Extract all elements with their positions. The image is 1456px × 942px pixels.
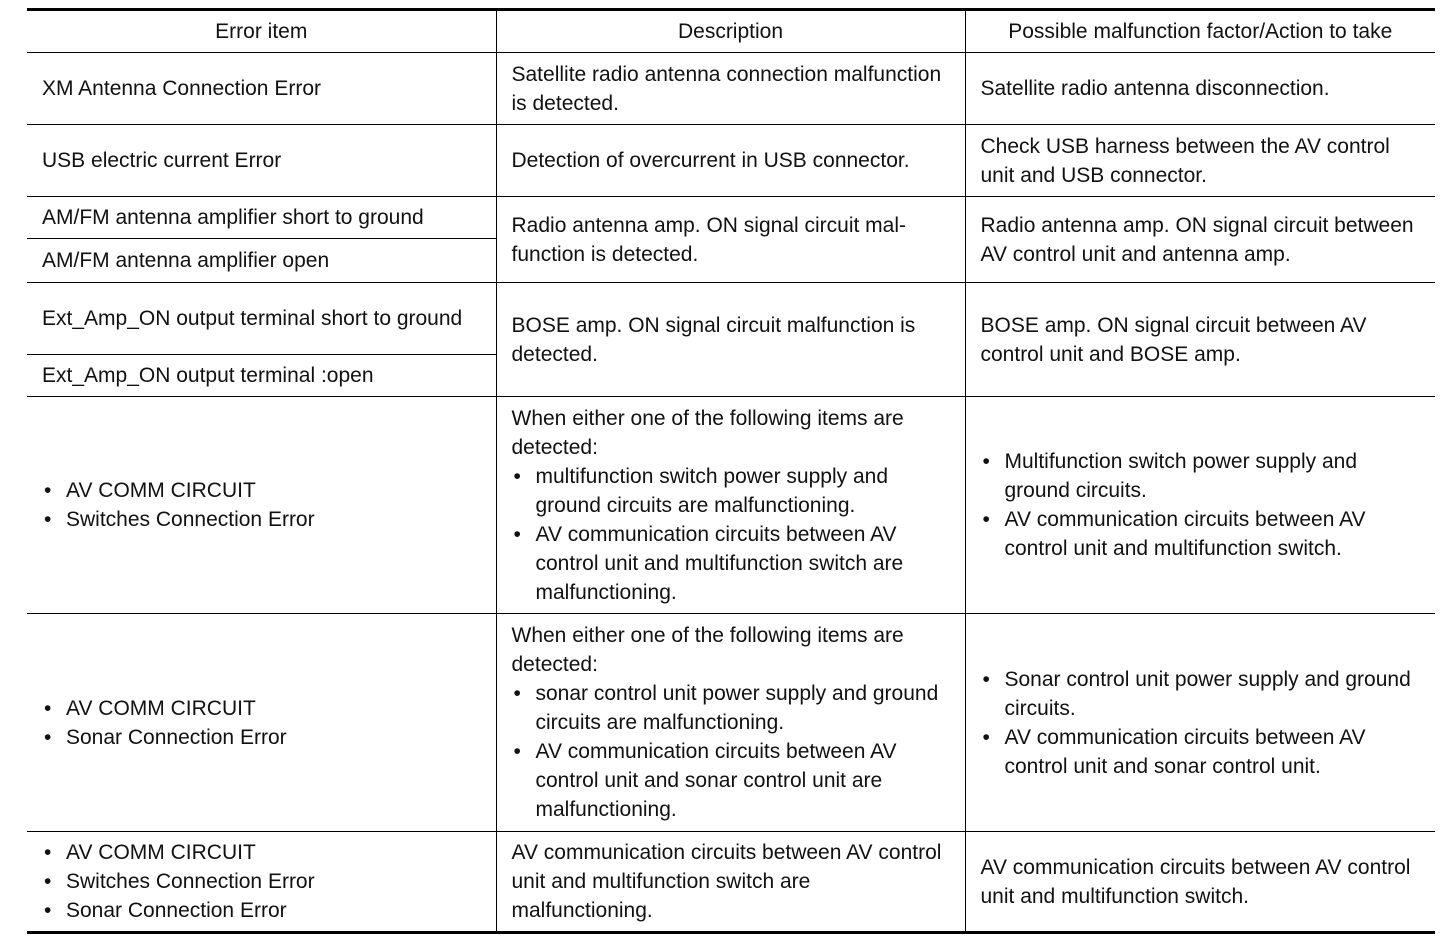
table-row xyxy=(27,53,1435,125)
error-item-cell: AM/FM antenna amplifier open xyxy=(27,239,496,283)
error-table xyxy=(27,8,1435,934)
description-cell: BOSE amp. ON signal circuit malfunction is detected. xyxy=(496,283,965,397)
table-row xyxy=(27,832,1435,933)
table-row xyxy=(27,125,1435,197)
action-cell: BOSE amp. ON signal circuit between AV control unit and BOSE amp. xyxy=(965,283,1435,397)
list-item: • Multifunction switch power supply and ground circuits. xyxy=(981,447,1428,505)
action-cell: AV communication circuits between AV control unit and multifunction switch. xyxy=(965,832,1435,933)
description-cell: AV communication circuits between AV control unit and multifunction switch are malfunctioning. xyxy=(496,832,965,933)
error-item-cell: XM Antenna Connection Error xyxy=(27,53,496,125)
header-error-item: Error item xyxy=(27,10,496,53)
list-item: • AV COMM CIRCUIT xyxy=(42,476,488,505)
description-cell: Radio antenna amp. ON signal circuit malfunction is detected. xyxy=(496,197,965,283)
description-cell: Detection of overcurrent in USB connector. xyxy=(496,125,965,197)
list-item: • AV communication circuits between AV control unit and multifunction switch are malfunctioning. xyxy=(512,520,957,607)
table-row xyxy=(27,614,1435,832)
action-cell: Satellite radio antenna disconnection. xyxy=(965,53,1435,125)
table-row xyxy=(27,397,1435,614)
list-item: • Sonar Connection Error xyxy=(42,896,488,925)
list-item: • AV COMM CIRCUIT xyxy=(42,694,488,723)
list-item: • multifunction switch power supply and ground circuits are malfunctioning. xyxy=(512,462,957,520)
error-item-list xyxy=(42,838,488,925)
header-action: Possible malfunction factor/Action to take xyxy=(965,10,1435,53)
description-cell xyxy=(496,397,965,614)
header-row xyxy=(27,10,1435,53)
list-item: • Switches Connection Error xyxy=(42,505,488,534)
description-intro: When either one of the following items are detected: xyxy=(511,624,904,676)
action-list xyxy=(981,447,1428,563)
description-list xyxy=(512,462,957,607)
error-item-cell xyxy=(27,397,496,614)
description-intro: When either one of the following items are detected: xyxy=(511,406,904,459)
header-description: Description xyxy=(496,10,965,53)
list-item: • AV communication circuits between AV control unit and multifunction switch. xyxy=(981,505,1428,563)
action-list xyxy=(981,665,1428,781)
list-item: • sonar control unit power supply and ground circuits are malfunctioning. xyxy=(512,679,957,737)
action-cell: Check USB harness between the AV control unit and USB connector. xyxy=(965,125,1435,197)
table-row xyxy=(27,197,1435,239)
list-item: • Sonar Connection Error xyxy=(42,723,488,752)
list-item: • Sonar control unit power supply and ground circuits. xyxy=(981,665,1428,723)
table-row xyxy=(27,283,1435,355)
error-item-cell xyxy=(27,832,496,933)
error-item-cell: Ext_Amp_ON output terminal :open xyxy=(27,355,496,397)
list-item: • AV communication circuits between AV control unit and sonar control unit. xyxy=(981,723,1428,781)
description-cell xyxy=(496,614,965,832)
action-cell xyxy=(965,397,1435,614)
action-cell xyxy=(965,614,1435,832)
action-cell: Radio antenna amp. ON signal circuit between AV control unit and antenna amp. xyxy=(965,197,1435,283)
error-item-cell xyxy=(27,614,496,832)
error-item-cell: AM/FM antenna amplifier short to ground xyxy=(27,197,496,239)
error-item-list xyxy=(42,476,488,534)
list-item: • AV communication circuits between AV control unit and sonar control unit are malfunctioning. xyxy=(512,737,957,824)
list-item: • Switches Connection Error xyxy=(42,867,488,896)
error-item-list xyxy=(42,694,488,752)
description-cell: Satellite radio antenna connection malfunction is detected. xyxy=(496,53,965,125)
description-list xyxy=(512,679,957,824)
error-item-cell: USB electric current Error xyxy=(27,125,496,197)
error-item-cell: Ext_Amp_ON output terminal short to ground xyxy=(27,283,496,355)
list-item: • AV COMM CIRCUIT xyxy=(42,838,488,867)
